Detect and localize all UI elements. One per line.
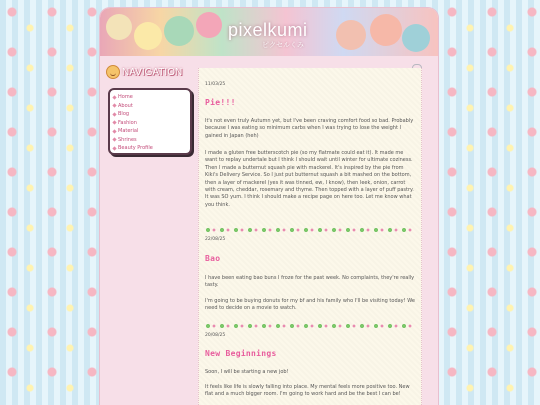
navigation-menu — [108, 88, 192, 155]
post-title: New Beginnings — [205, 349, 277, 358]
header-banner — [100, 8, 438, 56]
plush-photo — [336, 20, 366, 50]
post-paragraph: I have been eating bao buns I froze for the past week. No complaints, they're really tasty. — [205, 275, 415, 289]
post-paragraph: I made a gluten free butterscotch pie (so my flatmate could eat it). It made me want to replay undertale but I think I should wait until winter for ultimate coziness. Then I made a butternut squash pie with mackerel. It's inspired by the pie from Kiki's Delivery Service. So I just put butternut squash a bit mashed on the bottom, then a layer of mackerel (yes it was tinned, ew, I know), then leek, onion, carrot with cream, cheddar, rosemary and thyme. Then topped with a layer of puff pastry. It was SO yum. I think I should make a recipe page on here too. Let me know what you think. — [205, 150, 414, 208]
flower-divider — [205, 227, 415, 233]
plush-photo — [402, 24, 430, 52]
navigation-heading-label: NAVIGATION — [122, 66, 183, 78]
plush-photo — [106, 14, 132, 40]
post-paragraph: I'm going to be buying donuts for my bf and his family who I'll be visiting today! We need to decide on a movie to watch. — [205, 298, 415, 312]
post-date: 20/08/25 — [205, 333, 226, 338]
flower-divider — [205, 323, 415, 329]
site-title[interactable]: pixelkumi — [228, 20, 308, 40]
nav-item-beauty-profile[interactable]: Beauty Profile — [113, 144, 190, 153]
blog-content — [198, 68, 422, 405]
plush-photo — [196, 12, 222, 38]
nav-item-blog[interactable]: Blog — [113, 110, 190, 119]
nav-item-about[interactable]: About — [113, 102, 190, 111]
nav-item-material[interactable]: Material — [113, 127, 190, 136]
navigation-heading — [106, 64, 186, 80]
post-title: Bao — [205, 254, 221, 263]
plush-photo — [134, 22, 162, 50]
post-date: 22/08/25 — [205, 237, 226, 242]
plush-photo — [370, 14, 402, 46]
post-date: 11/03/25 — [205, 82, 226, 87]
page-container — [100, 8, 438, 405]
site-subtitle: ピクセルくみ — [262, 41, 304, 49]
post-paragraph: Soon, I will be starting a new job! — [205, 369, 289, 375]
post-paragraph: It feels like life is slowly falling into place. My mental feels more positive too. New flat and a much bigger room. I'm going to work hard and be the best I can be! — [205, 384, 410, 398]
nav-item-home[interactable]: Home — [113, 93, 190, 102]
post-title: Pie!!! — [205, 98, 236, 107]
nav-item-fashion[interactable]: Fashion — [113, 119, 190, 128]
post-paragraph: It's not even truly Autumn yet, but I've been craving comfort food so bad. Probably because I was eating so minimum carbs when I was trying to lose the weight I gained in Japan (heh) — [205, 118, 414, 139]
plush-photo — [164, 16, 194, 46]
smiley-face-icon — [106, 65, 120, 79]
nav-item-shrines[interactable]: Shrines — [113, 136, 190, 145]
